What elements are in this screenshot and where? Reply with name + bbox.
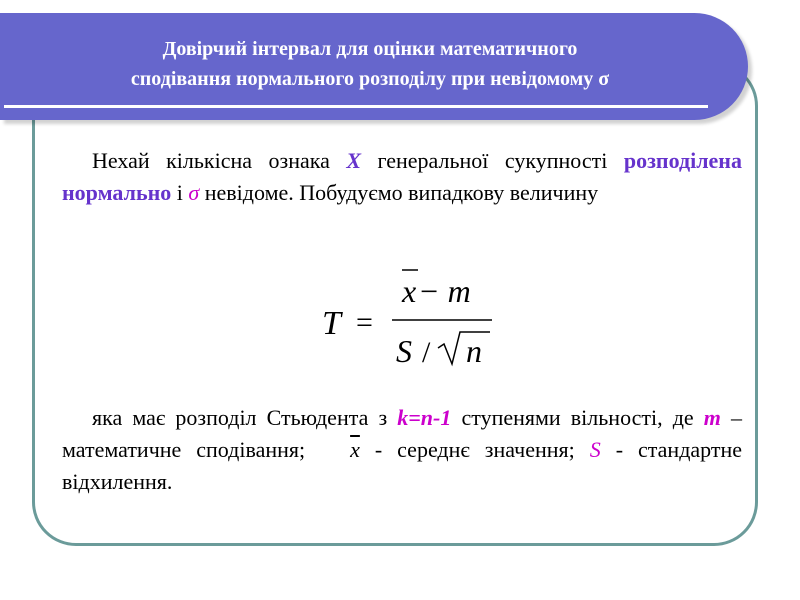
formula-den-n: n xyxy=(466,333,482,369)
sigma-symbol: σ xyxy=(188,180,200,205)
text: - стандартне відхилення. xyxy=(62,437,743,494)
text: Нехай кількісна ознака xyxy=(92,148,347,173)
title-line-2: сподівання нормального розподілу при невідомому σ xyxy=(130,68,610,90)
formula-den-s: S xyxy=(396,333,412,369)
sqrt-sign xyxy=(438,332,490,364)
text: генеральної сукупності xyxy=(361,148,624,173)
slide-title xyxy=(0,34,740,94)
highlight-normal-distribution: розподілена нормально xyxy=(62,148,742,205)
text: невідоме. Побудуємо випадкову величину xyxy=(199,180,599,205)
degrees-of-freedom: k=n-1 xyxy=(397,405,452,430)
t-statistic-formula xyxy=(320,262,540,372)
text: - середнє значення; xyxy=(359,437,590,462)
formula-num-x: x xyxy=(402,273,417,309)
slide-body-2 xyxy=(62,402,742,498)
text: ступенями вільності, де xyxy=(451,405,704,430)
formula-equals: = xyxy=(356,306,373,339)
paragraph-explanation xyxy=(62,402,742,498)
symbol-s: S xyxy=(589,437,601,462)
text: яка має розподіл Стьюдента з xyxy=(92,405,398,430)
text: – математичне сподівання; xyxy=(62,405,743,462)
title-underline xyxy=(4,105,708,108)
text: і xyxy=(171,180,189,205)
formula-num-rest: − m xyxy=(418,273,471,309)
slide-body xyxy=(62,145,742,209)
paragraph-intro xyxy=(62,145,742,209)
variable-x: X xyxy=(346,148,362,173)
title-line-1: Довірчий інтервал для оцінки математичного xyxy=(162,38,578,60)
symbol-m: m xyxy=(703,405,721,430)
formula-den-slash: / xyxy=(422,336,431,369)
formula-lhs: T xyxy=(322,305,341,342)
symbol-xbar: $\overline{x}$ xyxy=(350,437,360,462)
